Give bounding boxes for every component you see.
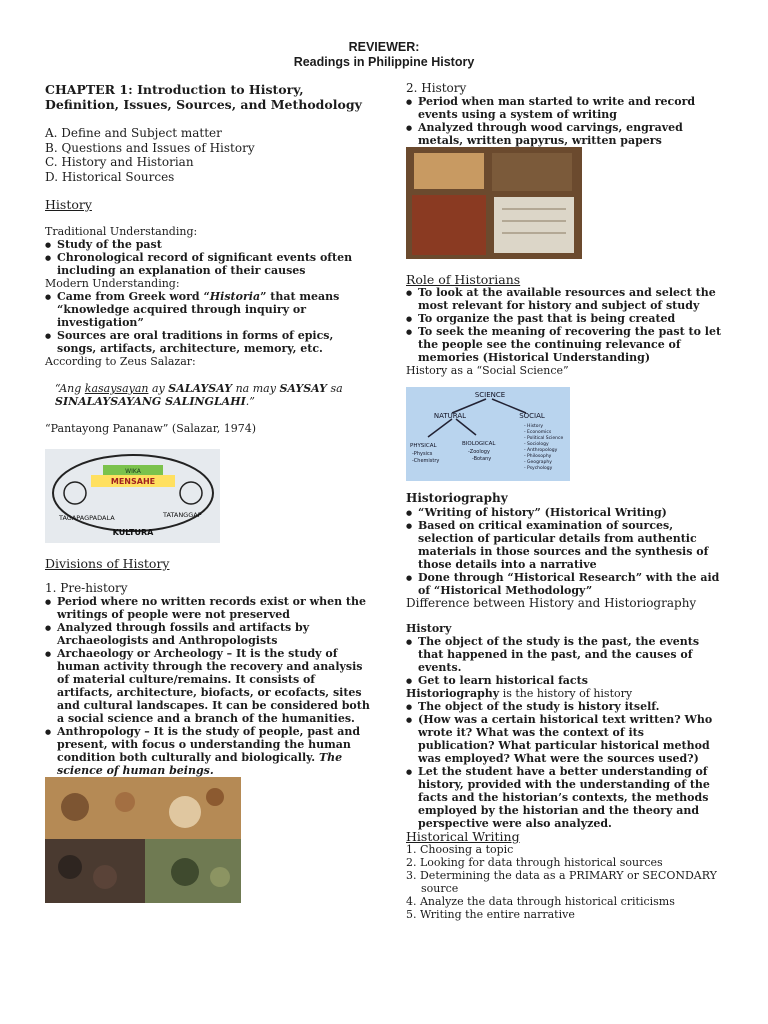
list-item: ● Analyzed through fossils and artifacts by Archaeologists and Anthropologists bbox=[45, 621, 370, 647]
text: SALAYSAY bbox=[168, 382, 233, 395]
text: ay bbox=[148, 382, 169, 395]
text: .” bbox=[245, 395, 255, 408]
text: knowledge acquired through inquiry or investigation bbox=[57, 303, 307, 329]
list-item: ● Period where no written records exist or when the writings of people were not preserved bbox=[45, 595, 370, 621]
pantayong-text: “Pantayong Pananaw” (Salazar, 1974) bbox=[45, 422, 257, 435]
prehistory-title: 1. Pre-history bbox=[45, 581, 128, 595]
list-item: ● To organize the past that is being created bbox=[406, 312, 724, 325]
text: Historiography bbox=[406, 687, 500, 700]
social-item: - Philosophy bbox=[524, 454, 552, 459]
zeus-label: According to Zeus Salazar: bbox=[45, 355, 196, 368]
science-diagram bbox=[406, 387, 570, 481]
document-header bbox=[0, 40, 768, 70]
list-item bbox=[45, 725, 370, 777]
text: The science of human beings. bbox=[57, 751, 343, 777]
traditional-list bbox=[45, 238, 370, 277]
text: – It is the study of human activity through the recovery and analysis of material culture/remains. It consists of artifacts, architecture, biofacts, or ecofacts, sites and cultural landscapes. It can be considered both a social science and a branch of the humanities. bbox=[57, 647, 370, 725]
list-item: ● Let the student have a better understanding of history, provided with the understanding of the facts and the historian’s contexts, the methods employed by the historian and the theory and perspective were also analyzed. bbox=[406, 765, 724, 830]
traditional-label: Traditional Understanding: bbox=[45, 225, 198, 238]
physical-item: -Physics bbox=[412, 451, 433, 457]
list-item: ● Chronological record of significant events often including an explanation of their causes bbox=[45, 251, 370, 277]
text: – It is the study of people, past and present, with focus o understanding the human condition both culturally and biologically. bbox=[57, 725, 361, 764]
right-column bbox=[406, 82, 724, 921]
role-historians-list bbox=[406, 286, 724, 364]
writing-artifacts-image bbox=[406, 147, 582, 259]
text: na may bbox=[232, 382, 280, 395]
social-item: - Sociology bbox=[524, 442, 549, 447]
physical-label: PHYSICAL bbox=[410, 443, 437, 449]
social-item: - Economics bbox=[524, 430, 552, 435]
text: kasaysayan bbox=[84, 382, 149, 395]
list-item: ● Study of the past bbox=[45, 238, 370, 251]
list-item: 5. Writing the entire narrative bbox=[406, 908, 575, 921]
left-column bbox=[45, 82, 370, 903]
chapter-heading: CHAPTER 1: Introduction to History, Definition, Issues, Sources, and Methodology bbox=[45, 82, 362, 112]
science-classification-image bbox=[406, 387, 570, 481]
salazar-quote bbox=[45, 382, 370, 408]
biological-item: -Zoology bbox=[468, 449, 490, 455]
divisions-heading: Divisions of History bbox=[45, 556, 170, 571]
list-item: 3. Determining the data as a PRIMARY or SECONDARY source bbox=[406, 869, 717, 895]
list-item: 1. Choosing a topic bbox=[406, 843, 514, 856]
outline-item: D. Historical Sources bbox=[45, 169, 175, 184]
historical-writing-heading: Historical Writing bbox=[406, 829, 520, 844]
historiography-definition bbox=[406, 687, 724, 700]
document-title: REVIEWER: bbox=[348, 40, 420, 54]
outline-item: A. Define and Subject matter bbox=[45, 126, 222, 140]
text: “Ang bbox=[55, 382, 85, 395]
historiography-difference-list bbox=[406, 700, 724, 830]
historical-writing-list bbox=[406, 843, 724, 921]
difference-heading: Difference between History and Historiography bbox=[406, 596, 697, 610]
document-subtitle: Readings in Philippine History bbox=[293, 55, 475, 69]
text: Archaeology or Archeology bbox=[57, 647, 223, 660]
list-item bbox=[45, 647, 370, 725]
diagram-left-label: TAGAPAGPADALA bbox=[59, 514, 115, 522]
role-historians-heading: Role of Historians bbox=[406, 272, 521, 287]
history-period-list bbox=[406, 95, 724, 147]
text: Anthropology bbox=[57, 725, 141, 738]
list-item: ● “Writing of history” (Historical Writing) bbox=[406, 506, 724, 519]
history-heading: History bbox=[45, 197, 92, 212]
natural-label: NATURAL bbox=[433, 412, 467, 420]
diagram-bottom-label: KULTURA bbox=[112, 528, 154, 537]
modern-label: Modern Understanding: bbox=[45, 277, 180, 290]
text: SINALAYSAYANG SALINGLAHI bbox=[55, 395, 246, 408]
list-item bbox=[45, 290, 370, 329]
diagram-center-label: MENSAHE bbox=[110, 477, 156, 486]
collage-graphic bbox=[45, 777, 241, 903]
history-difference-list bbox=[406, 635, 724, 687]
social-item: - Political Science bbox=[524, 436, 564, 441]
physical-item: -Chemistry bbox=[412, 458, 440, 464]
list-item: ● To look at the available resources and select the most relevant for history and subject of study bbox=[406, 286, 724, 312]
text: sa bbox=[327, 382, 343, 395]
social-label: SOCIAL bbox=[519, 412, 545, 420]
modern-list bbox=[45, 290, 370, 355]
list-item: 2. Looking for data through historical sources bbox=[406, 856, 663, 869]
diagram-top-label: WIKA bbox=[125, 468, 141, 475]
history-period-title: 2. History bbox=[406, 81, 467, 95]
social-science-label: History as a “Social Science” bbox=[406, 364, 569, 377]
communication-diagram-image bbox=[45, 449, 220, 543]
social-item: - Geography bbox=[524, 460, 552, 465]
historiography-heading: Historiography bbox=[406, 491, 508, 505]
science-label: SCIENCE bbox=[474, 391, 506, 399]
prehistory-list bbox=[45, 595, 370, 777]
biological-label: BIOLOGICAL bbox=[462, 441, 496, 447]
outline-item: C. History and Historian bbox=[45, 155, 194, 169]
list-item: ● To seek the meaning of recovering the past to let the people see the continuing relevance of memories (Historical Understanding) bbox=[406, 325, 724, 364]
biological-item: -Botany bbox=[472, 456, 492, 462]
social-item: - History bbox=[524, 424, 544, 429]
history-subheading: History bbox=[406, 622, 452, 635]
list-item: ● Get to learn historical facts bbox=[406, 674, 724, 687]
text: ” that means “ bbox=[57, 290, 340, 316]
list-item: ● The object of the study is the past, the events that happened in the past, and the causes of events. bbox=[406, 635, 724, 674]
historiography-list bbox=[406, 506, 724, 597]
text: Historia bbox=[209, 290, 261, 303]
list-item: 4. Analyze the data through historical criticisms bbox=[406, 895, 675, 908]
communication-diagram bbox=[45, 449, 220, 543]
social-item: - Anthropology bbox=[524, 448, 558, 453]
outline-item: B. Questions and Issues of History bbox=[45, 140, 255, 155]
diagram-right-label: TATANGGAP bbox=[163, 511, 202, 519]
artifacts-graphic bbox=[406, 147, 582, 259]
text: SAYSAY bbox=[279, 382, 328, 395]
list-item: ● (How was a certain historical text written? Who wrote it? What was the context of its publication? What particular historical method was employed? What were the sources used?) bbox=[406, 713, 724, 765]
text: Came from Greek word “ bbox=[57, 290, 210, 303]
chapter-outline bbox=[45, 126, 370, 184]
list-item: ● Done through “Historical Research” with the aid of “Historical Methodology” bbox=[406, 571, 724, 597]
prehistory-collage-image bbox=[45, 777, 241, 903]
text: is the history of history bbox=[499, 687, 633, 700]
list-item: ● The object of the study is history itself. bbox=[406, 700, 724, 713]
list-item: ● Sources are oral traditions in forms of epics, songs, artifacts, architecture, memory, etc. bbox=[45, 329, 370, 355]
list-item: ● Period when man started to write and record events using a system of writing bbox=[406, 95, 724, 121]
social-item: - Psychology bbox=[524, 466, 553, 471]
text: ” bbox=[137, 316, 144, 329]
list-item: ● Analyzed through wood carvings, engraved metals, written papyrus, written papers bbox=[406, 121, 724, 147]
list-item: ● Based on critical examination of sources, selection of particular details from authentic materials in those sources and the synthesis of those details into a narrative bbox=[406, 519, 724, 571]
